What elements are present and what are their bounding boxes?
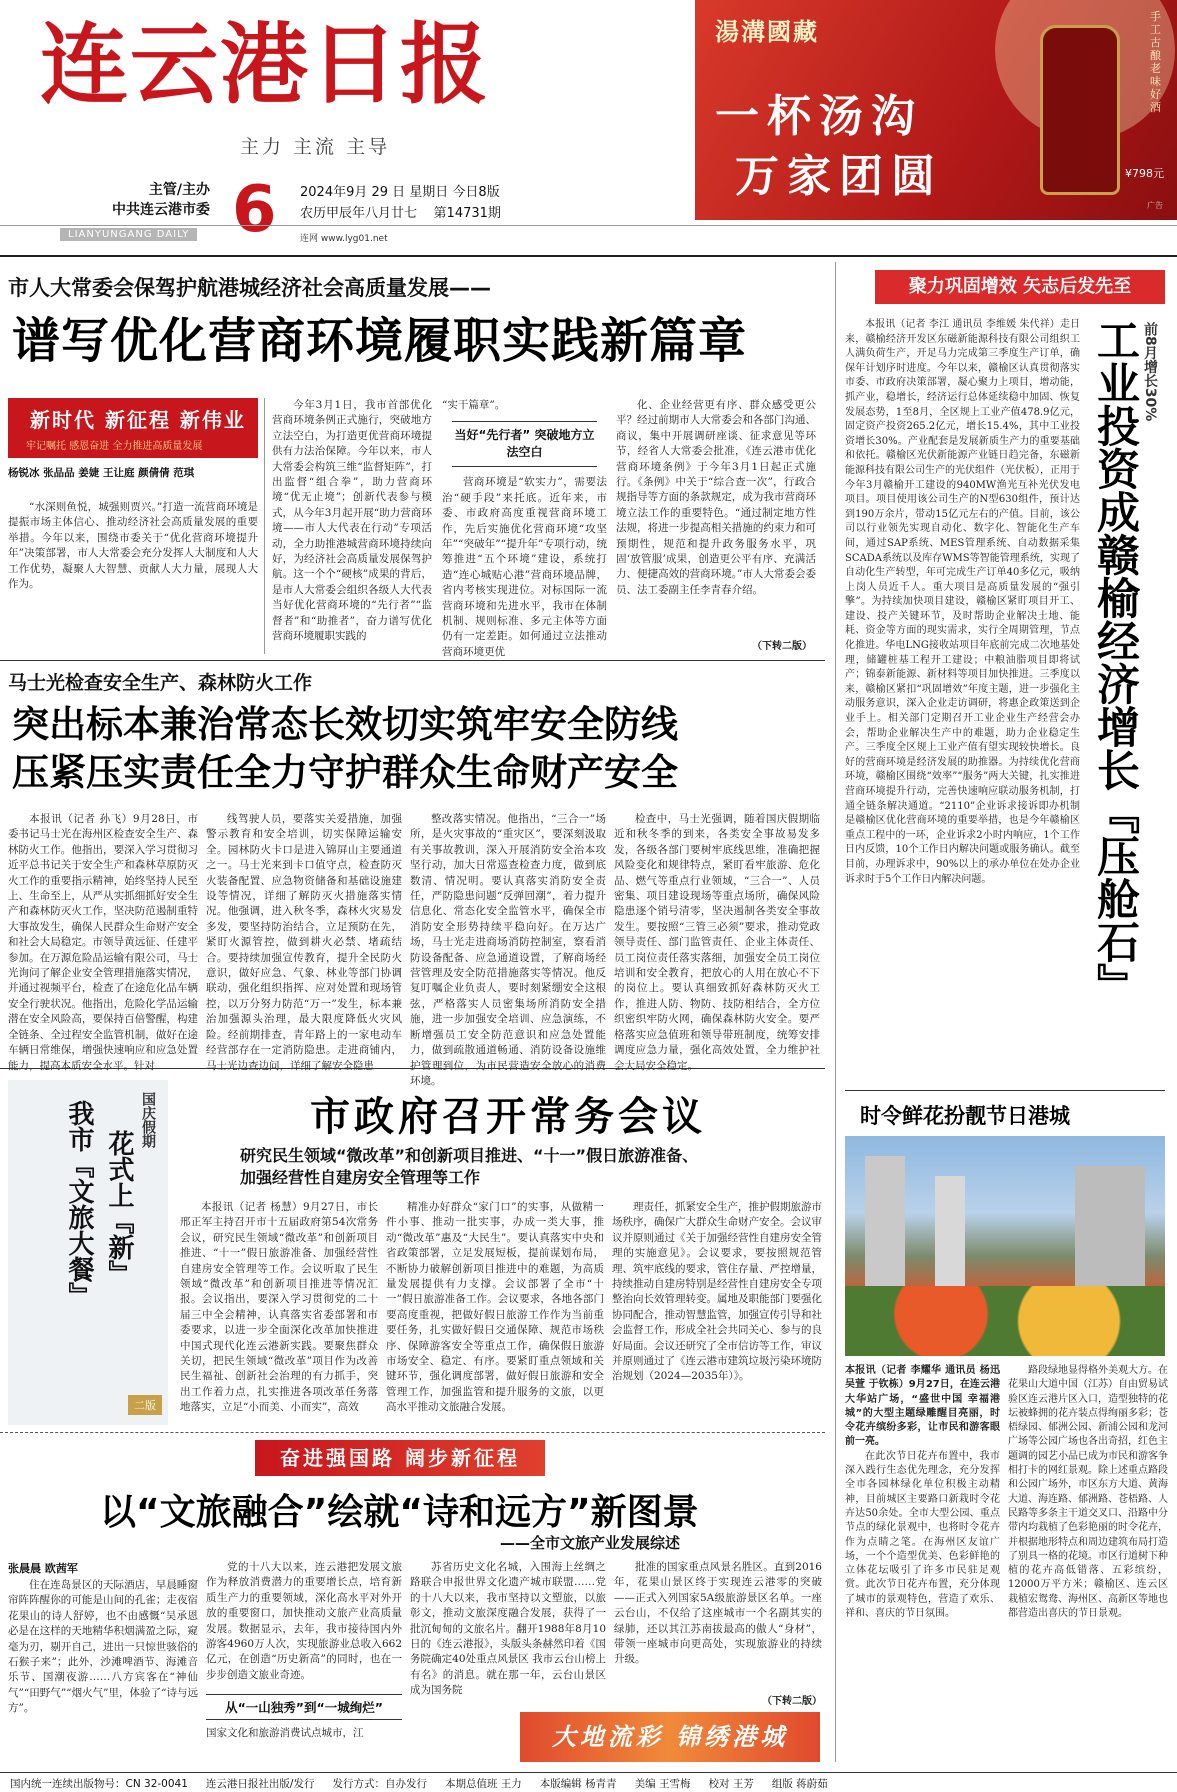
- liquor-bottle-icon: [1040, 25, 1120, 195]
- issue-glyph: 6: [232, 173, 277, 247]
- council-sub-1: 研究民生领域“微改革”和创新项目推进、“十一”假日旅游准备、: [240, 1146, 699, 1165]
- teaser-page: 二版: [128, 1395, 162, 1415]
- ad-line-1: 一杯汤沟: [715, 91, 923, 142]
- lead-col-1-text: “水深则鱼悦，城强则贾兴。”打造一流营商环境是提振市场主体信心、推动经济社会高质量发展的重要举措。今年以来，围绕市委关于“优化营商环境提升年”决策部署，市人大常委会充分发挥人大制度和人大工作优势，凝聚人大智慧、贡献人大力量，展现人大作为。: [8, 501, 258, 591]
- feature-col-1: [8, 1578, 198, 1768]
- section-divider: [0, 660, 825, 661]
- ad-line-2: 万家团圆: [735, 151, 943, 202]
- council-col-1: [180, 1200, 378, 1425]
- feature-col-2b: 国家文化和旅游消费试点城市，江: [206, 1727, 364, 1739]
- building-shape: [1075, 1166, 1145, 1296]
- ad-brand: 湯溝國藏: [715, 18, 819, 46]
- footer-issn: 国内统一连续出版物号：CN 32-0041: [10, 1778, 188, 1790]
- council-sub-2: 加强经营性自建房安全管理等工作: [240, 1168, 481, 1187]
- footer-page-editor: 本版编辑 杨青青: [539, 1778, 617, 1790]
- footer: [0, 1772, 1177, 1792]
- sponsor-name: 中共连云港市委: [112, 202, 210, 218]
- col-divider: [264, 398, 265, 654]
- flower-bed-shape: [845, 1286, 1165, 1356]
- safety-headline-2[interactable]: 压紧压实责任全力守护群众生命财产安全: [12, 751, 678, 794]
- feature-banner: 奋进强国路 阔步新征程: [255, 1440, 545, 1476]
- feature-col-2-text: 党的十八大以来，连云港把发展文旅作为释放消费潜力的重要增长点，培育新质生产力的重要领域，深化高水平对外开放的重要窗口，加快推动文旅产业高质量发展。数据显示，去年，我市接待国内外游客4960万人次，实现旅游业总收入662亿元，在创造“历史新高”的同时，也在一步步创造文旅业奇迹。: [206, 1561, 402, 1681]
- website-link[interactable]: 连网 www.lyg01.net: [300, 234, 388, 244]
- feature-byline: 张晨晨 欧茜军: [8, 1562, 78, 1575]
- section-divider: [0, 1432, 825, 1433]
- feature-col-4: [614, 1560, 822, 1690]
- top-divider: [0, 255, 1177, 257]
- footer-layout: 组版 蒋蔚茹: [771, 1778, 828, 1790]
- lead-col-3b: [442, 475, 607, 658]
- lead-col-4: [616, 398, 816, 634]
- photo-col-1: [845, 1364, 1000, 1764]
- safety-kicker: 马士光检查安全生产、森林防火工作: [8, 672, 313, 694]
- lead-banner-sub: 牢记嘱托 感恩奋进 全力推进高质量发展: [26, 441, 203, 452]
- right-column-divider: [835, 262, 836, 1762]
- footer-distribution: 发行方式：自办发行: [332, 1778, 427, 1790]
- right-headline[interactable]: 工业投资成赣榆经济增长『压舱石』: [1090, 318, 1140, 1006]
- teaser-label: 国庆假期: [140, 1092, 156, 1148]
- ad-side-text: 手工古酿 老味好酒: [1150, 10, 1161, 114]
- date-block: [300, 182, 501, 224]
- lead-banner-title: 新时代 新征程 新伟业: [30, 408, 246, 432]
- section-divider: [0, 1068, 825, 1069]
- footer-art-editor: 美编 王雪梅: [634, 1778, 691, 1790]
- safety-col-2-text: 线驾驶人员，要落实关爱措施，加强警示教育和安全培训，切实保障运输安全。园林防火卡口是进入锦屏山主要通道之一。马士光来到卡口值守点，检查防灭火装备配置、应急物资储备和基础设施建设等情况，详细了解防灭火措施落实情况。他强调，进入秋冬季，森林火灾易发多发，要坚持防治结合，立足预防在先，紧盯火源管控，做到耕火必禁、堵疏结合。要持续加强宣传教育，提升全民防火意识，做好应急、气象、林业等部门协调联动，强化组织指挥、应对处置和现场管控，以万分努力防范“万一”发生，标本兼治加强源头治理，最大限度降低火灾风险。经前期排查，青年路上的一家电动车经营部存在一定消防隐患。走进商铺内，马士光边查边问，详细了解安全隐患: [206, 813, 402, 1072]
- photo-col-1-text: 在此次节日花卉布置中，我市深入践行生态优先理念，充分发挥全市各园林绿化单位积极主动精神，目前城区主要路口新栽时令花卉达50余处。全市大型公园、重点节点的绿化景观中，也将时令花卉作为点睛之笔。在海州区友谊广场，一个个造型优美、色彩鲜艳的立体花坛吸引了许多市民驻足观赏。此次节日花卉布置，充分体现了城市的景观特色，营造了欢乐、祥和、喜庆的节日氛围。: [845, 1450, 1000, 1620]
- feature-col-2-wrap: [206, 1560, 402, 1688]
- safety-col-1: [8, 812, 198, 1072]
- lead-col-3a: “实干篇章”。: [442, 399, 506, 411]
- lead-col-4-text: 化、企业经营更有序、群众感受更公平？经过前期市人大常委会和各部门沟通、商议，集中开展调研座谈、征求意见等环节，经省人大常委会批准，《连云港市优化营商环境条例》于今年3月1日起正式施行。《条例》中关于“综合查一次”，行政合规指导等方面的条款规定，成为我市营商环境立法工作的重要特色。“通过制定地方性法规，将进一步提高相关措施的约束力和可预期性，规范和提升政务服务水平，巩固‘放管服’成果，创造更公平有序、充满活力、便捷高效的营商环境。”市人大常委会委员、法工委副主任李青春介绍。: [616, 399, 816, 596]
- safety-col-4: [614, 812, 820, 1072]
- slogan: 主力 主流 主导: [240, 136, 391, 158]
- lead-col-3: [442, 398, 607, 658]
- date-line: 2024年9月 29 日 星期日 今日8版: [300, 185, 500, 200]
- footer-duty-editor: 本期总值班 王力: [444, 1778, 522, 1790]
- teaser-title-1: 花式上『新』: [104, 1130, 134, 1286]
- photo-byline: 本报讯（记者 李耀华 通讯员 杨迅 吴萱 于钦栋）9月27日，在连云港大华站广场，“盛世中国 幸福港城”的大型主题绿雕醒目亮丽，时令花卉缤纷多彩，让市民和游客眼前一亮。: [845, 1365, 1000, 1448]
- lead-col-2-text: 今年3月1日，我市首部优化营商环境条例正式施行，突破地方立法空白，为打造更优营商环境提供有力法治保障。今年以来，市人大常委会构筑三维“监督矩阵”，打出监督“组合拳”，助力营商环境“优无止境”；创新代表参与模式，从今年3月起开展“助力营商环境——市人大代表在行动”专项活动，全力助推港城营商环境持续向好，为经济社会高质量发展保驾护航。这一个个“硬核”成果的背后，是市人大常委会组织各级人大代表当好优化营商环境的“先行者”“监督者”和“助推者”，奋力谱写优化营商环境履职实践的: [272, 399, 432, 643]
- lead-headline[interactable]: 谱写优化营商环境履职实践新篇章: [12, 313, 748, 369]
- sidebar-teaser[interactable]: [8, 1080, 168, 1425]
- council-col-1-text: 本报讯（记者 杨慧）9月27日，市长邢正军主持召开市十五届政府第54次常务会议，研究民生领域“微改革”和创新项目推进、“十一”假日旅游准备、加强经营性自建房安全管理等工作。会议听取了民生领域“微改革”和创新项目推进等情况汇报。会议指出，要深入学习贯彻党的二十届三中全会精神，认真落实省委部署和市委要求，以进一步全面深化改革加快推进中国式现代化连云港新实践。要聚焦群众关切，把民生领域“微改革”项目作为改善民生福祉、创新社会治理的有力抓手，突出工作着力点，扎实推进各项改革任务落地落实，立足“小而美、小而实”，高效: [180, 1201, 378, 1414]
- right-banner: 聚力巩固增效 矢志后发先至: [875, 270, 1165, 304]
- lead-byline: 杨锐冰 张品品 姜婕 王让庭 颜倩倩 范琪: [8, 467, 195, 479]
- lead-col-3b-text: 营商环境是“软实力”，需要法治“硬手段”来托底。近年来，市委、市政府高度重视营商环境工作，先后实施优化营商环境“攻坚年”“突破年”“提升年”专项行动，统筹推进“五个环境”建设，系统打造“连心城贴心港”营商环境品牌，省内考核实现进位。对标国际一流营商环境和先进水平，我市在体制机制、规则标准、多元主体等方面仍有一定差距。如何通过立法推动营商环境更优: [442, 476, 607, 658]
- newspaper-logo: 连云港日报: [40, 13, 491, 116]
- ad-price: ¥798元: [1125, 167, 1164, 180]
- safety-col-3-text: 整改落实情况。他指出，“三合一”场所，是火灾事故的“重灾区”，要深刻汲取有关事故教训，深入开展消防安全治本攻坚行动，加大日常巡查检查力度，做到底数清、情况明。要认真落实消防安全责任，严防隐患问题“反弹回潮”，着力提升信息化、常态化安全监管水平，确保全市消防安全形势持续平稳向好。在万达广场，马士光走进商场消防控制室，察看消防设备配备、应急通道设置，了解商场经营管理及安全防范措施落实等情况。他反复叮嘱企业负责人，要时刻紧绷安全这根弦，严格落实人员密集场所消防安全措施，进一步加强安全培训、应急演练，不断增强员工安全防范意识和应急处置能力，做到疏散通道畅通、消防设备设施维护管理到位，为市民营造安全放心的消费环境。: [410, 813, 606, 1087]
- bottom-banner: 大地流彩 锦绣港城: [520, 1712, 820, 1762]
- building-shape: [935, 1176, 965, 1296]
- issue-no: 第14731期: [433, 206, 501, 221]
- feature-col-3: [410, 1560, 606, 1697]
- lead-continued[interactable]: （下转二版）: [752, 641, 812, 652]
- safety-col-1-text: 本报讯（记者 孙飞）9月28日，市委书记马士光在海州区检查安全生产、森林防火工作。他指出，要深入学习贯彻习近平总书记关于安全生产和森林草原防灭火工作的重要指示精神，始终坚持人民至上、生命至上，从严从实抓细抓好安全生产和森林防灭火工作，坚决防范遏制重特大事故发生，确保人民群众生命财产安全和社会大局稳定。市领导黄远征、任建平参加。在万源危险品运输有限公司，马士光询问了解企业安全管理措施落实情况，并通过视频平台，检查了在途危化品车辆安全行驶状况。他指出，危险化学品运输潜在安全风险高，要保持百倍警醒，构建全链条、全过程安全监管机制，做好在途车辆日常维保，增强快速响应和应急处置能力，提高本质安全水平。针对: [8, 813, 198, 1072]
- feature-col-2: [206, 1560, 402, 1768]
- teaser-title-2: 我市『文旅大餐』: [64, 1100, 94, 1308]
- safety-headline-1[interactable]: 突出标本兼治常态长效切实筑牢安全防线: [12, 703, 678, 746]
- building-shape: [865, 1156, 905, 1306]
- sponsor-block: [40, 180, 210, 220]
- safety-col-3: [410, 812, 606, 1087]
- photo-col-2-text: 路段绿地显得格外美观大方。在花果山大道中国（江苏）自由贸易试验区连云港片区入口，造型独特的花坛被蜂拥的花卉装点得绚丽多彩；苍梧绿园、郁洲公园、新浦公园和龙河广场等公园广场也各出奇招，红色主题调的园艺小品已成为市民和游客争相打卡的网红景观。除上述重点路段和公园广场外，市区东方大道、黄海大道、海连路、郁洲路、苍梧路、人民路等多条主干道交叉口、沿路中分带内均栽植了色彩艳丽的时令花卉，并根据地形特点和周边建筑布局打造了别具一格的花境。市区行道树下种植的花卉高低错落、五彩缤纷，12000万平方米；赣榆区、连云区栽植宏鸳鸯、海州区、高新区等地也都营造出喜庆的节日景观。: [1008, 1365, 1168, 1620]
- feature-continued[interactable]: （下转二版）: [762, 1696, 822, 1707]
- english-name: LIANYUNGANG DAILY: [60, 228, 197, 241]
- photo-title[interactable]: 时令鲜花扮靓节日港城: [860, 1104, 1070, 1128]
- feature-subtitle: ——全市文旅产业发展综述: [500, 1534, 681, 1552]
- lead-col-2: [272, 398, 432, 654]
- flower-photo[interactable]: [845, 1136, 1165, 1356]
- right-body-text: 本报讯（记者 李江 通讯员 李维媛 朱代祥）走日来，赣榆经济开发区东磁新能源科技有限公司组织工人满负荷生产，开足马力完成第三季度生产订单，确保年计划序时进度。今年以来，赣榆区认真贯彻落实市委、市政府决策部署，凝心聚力上项目，增动能，抓产业，稳增长，经济运行总体延续稳中加固、恢复发展态势，1至8月，全区规上工业产值478.9亿元，固定资产投资265.2亿元，增长15.4%，其中工业投资增长30%。产业配套是发展新质生产力的重要基础和依托。赣榆区光伏新能源产业链日趋完备，东磁新能源科技有限公司生产的光伏组件（光伏板），正用于今年3月赣榆开工建设的940MW渔光互补光伏发电项目。项目使用该公司生产的N型630组件，预计达到190万余片，带动15亿元左右的产值。目前，该公司以行业领先实现自动化、数字化、智能化生产车间，通过SAP系统、MES管理系统、自动数据采集SCADA系统以及库存WMS等智能管理系统，实现了自动化生产转型，年可完成生产订单40多亿元，吸纳上岗人员近千人。重大项目是高质量发展的“强引擎”。为持续加快项目建设，赣榆区紧盯项目开工、建设、投产关键环节，及时帮助企业解决土地、能耗、资金等方面的现实需求，实行全周期管理，节点化推进。华电LNG接收站项目年底前完成二次地基处理，储罐桩基工程开工建设；中粮油脂项目即将试产；锦泰新能源、新材料等项目加快推进。三季度以来，赣榆区紧扣“巩固增效”年度主题，进一步强化主动服务意识，深入企业走访调研，将惠企政策送到企业手上。相关部门定期召开工业企业生产经营会办会，帮助企业解决生产中的难题，助力企业稳定生产。三季度全区规上工业产值有望实现较快增长。良好的营商环境是经济发展的助推器。为持续优化营商环境，赣榆区围绕“效率”“服务”两大关键，扎实推进营商环境提升行动，完善快速响应联动服务机制，打通全链条解决通道。“2110”企业诉求接诉即办机制是赣榆区优化营商环境的重要举措，也是今年赣榆区重点工程中的一环，企业诉求2小时内响应，1个工作日内反馈，10个工作日内解决问题或服务确认。截至目前，办理诉求中，90%以上的承办单位在处办企业诉求时于5个工作日内解决问题。: [845, 319, 1080, 885]
- council-col-3-text: 理责任，抓紧安全生产，推护假期旅游市场秩序，确保广大群众生命财产安全。会议审议并原则通过《关于加强经营性自建房安全管理的实施意见》。会议要求，要按照规范管理、筑牢底线的要求，管住存量、严控增量，持续推动自建房特别是经营性自建房安全专项整治向长效管理转变。属地及职能部门要强化协同配合，推动智慧监管，加强宣传引导和社会监督工作，形成全社会共同关心、参与的良好局面。会议还研究了全市信访等工作，审议并原则通过了《连云港市建筑垃圾污染环境防治规划（2024—2035年）》。: [612, 1201, 822, 1383]
- lead-col-1: [8, 500, 258, 652]
- ad-tag: 广告: [1147, 201, 1163, 210]
- right-divider: [845, 1090, 1165, 1091]
- feature-col-4-text: 批准的国家重点风景名胜区。直到2016年，花果山景区终于实现连云港零的突破——正式入列国家5A级旅游景区名单。一座云台山，不仅给了这座城市一个名副其实的绿肺，还以其江苏南拔最高的傲人“身材”，带领一座城市向更高处，实现旅游业的持续升级。: [614, 1561, 822, 1666]
- council-headline[interactable]: 市政府召开常务会议: [310, 1094, 706, 1140]
- photo-col-2: [1008, 1364, 1168, 1764]
- safety-col-2: [206, 812, 402, 1072]
- council-col-2: [386, 1200, 604, 1425]
- right-side-label: 前8月增长30%: [1142, 322, 1158, 422]
- safety-col-4-text: 检查中，马士光强调，随着国庆假期临近和秋冬季的到来，各类安全事故易发多发，各级各部门要树牢底线思维，准确把握风险变化和规律特点，紧盯看牢旅游、危化品、燃气等重点行业领域，“三合一”、人员密集、项目建设现场等重点场所，确保风险隐患逐个销号清零，坚决遏制各类安全事故发生。要按照“三管三必须”要求，推动党政领导责任、部门监管责任、企业主体责任、员工岗位责任落实落细，加强安全员工岗位培训和安全教育，把放心的人用在放心不下的岗位上。要认真细致抓好森林防灭火工作，推进人防、物防、技防相结合，全方位织密织牢防火网，确保森林防火安全。要严格落实应急值班和领导带班制度，统筹安排调度应急力量，强化高效处置，全力维护社会大局安全稳定。: [614, 813, 820, 1072]
- lead-kicker: 市人大常委会保驾护航港城经济社会高质量发展——: [8, 276, 491, 300]
- advertisement[interactable]: [695, 0, 1177, 220]
- feature-col-3-text: 苏省历史文化名城，入围海上丝绸之路联合申报世界文化遗产城市联盟……党的十八大以来，我市坚持以文塑旅，以旅彰文，推动文旅深度融合发展，获得了一批沉甸甸的文旅名片。翻开1988年8月10日的《连云港报》，头版头条赫然印着《国务院确定40处重点风景区 我市云台山榜上有名》的消息。就在那一年，云台山景区成为国务院: [410, 1561, 606, 1697]
- lead-subhead: 当好“先行者” 突破地方立法空白: [452, 421, 597, 467]
- lead-banner: [8, 398, 258, 458]
- right-body: [845, 318, 1080, 1078]
- masthead-rule: [0, 225, 1177, 226]
- sponsor-label: 主管/主办: [148, 182, 210, 198]
- feature-headline[interactable]: 以“文旅融合”绘就“诗和远方”新图景: [100, 1492, 699, 1533]
- feature-col-1-text: 住在连岛景区的天际酒店，早晨睡窗帘阵阵醒你的可能是山间的孔雀；走夜宿花果山的诗人舒婷，也不由感慨“吴承恩必是在这样的天地精华积烟满盈之际，窥毫为刃，剔开自己，进出一只惊世骇俗的石猴子来”；此外，沙滩啤酒节、海滩音乐节、国潮夜游……八方宾客在“神仙气”“田野气”“烟火气”里，体验了“诗与远方”。: [8, 1579, 198, 1715]
- council-col-2-text: 精准办好群众“家门口”的实事，从做精一件小事、推动一批实事，办成一类大事，推动“微改革”惠及“大民生”。要认真落实中央和省政策部署，立足发展短板，提前谋划布局，不断协力破解创新项目推进中的难题，为高质量发展提供有力支撑。会议部署了全市“十一”假日旅游准备工作。会议要求，各地各部门要高度重视，把做好假日旅游工作作为当前重要任务，扎实做好假日交通保障、规范市场秩序、保障游客安全等重点工作，确保假日旅游市场安全、稳定、有序。要紧盯重点领域和关键环节，强化调度部署，做好假日旅游和安全管理工作，加强监管和提升服务的文旅，以更高水平推动文旅融合发展。: [386, 1201, 604, 1414]
- feature-subhead: 从“一山独秀”到“一城绚烂”: [206, 1694, 402, 1720]
- lunar-date: 农历甲辰年八月廿七: [300, 206, 418, 221]
- footer-publisher: 连云港日报社出版/发行: [205, 1778, 315, 1790]
- council-col-3: [612, 1200, 822, 1425]
- footer-proofreader: 校对 王芳: [708, 1778, 754, 1790]
